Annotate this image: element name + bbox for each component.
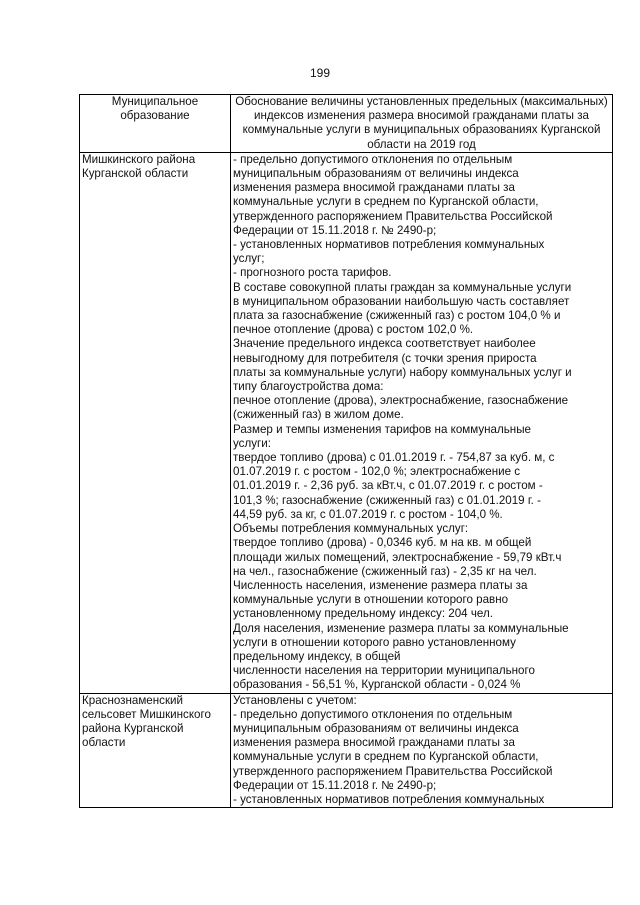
text-line: коммунальные услуги в отношении которого равно <box>233 593 509 607</box>
text-line: В составе совокупной платы граждан за коммунальные услуги <box>233 280 572 294</box>
text-line: коммунальные услуги в среднем по Курганской области, <box>233 195 539 209</box>
table-row <box>80 152 613 693</box>
text-line: - прогнозного роста тарифов. <box>233 266 392 280</box>
text-line: Численность населения, изменение размера платы за <box>233 578 528 592</box>
text-line: Размер и темпы изменения тарифов на коммунальные <box>233 422 531 436</box>
text-line: предельному индексу, в общей <box>233 649 401 663</box>
text-line: (сжиженный газ) в жилом доме. <box>233 408 404 422</box>
table-header-row <box>80 95 613 153</box>
text-line: изменения размера вносимой гражданами платы за <box>233 736 515 750</box>
text-line: Доля населения, изменение размера платы за коммунальные <box>233 621 569 635</box>
text-line: муниципальным образованиям от величины индекса <box>233 167 519 181</box>
text-line: на чел., газоснабжение (сжиженный газ) - 2,35 кг на чел. <box>233 564 537 578</box>
text-line: типу благоустройства дома: <box>233 380 384 394</box>
text-line: утвержденного распоряжением Правительства Российской <box>233 764 553 778</box>
text-line: твердое топливо (дрова) - 0,0346 куб. м на кв. м общей <box>233 536 532 550</box>
text-line: Установлены с учетом: <box>233 693 357 707</box>
row-municipality-cell: Краснознаменский сельсовет Мишкинского района Курганской области <box>80 693 231 808</box>
page-number: 199 <box>309 66 331 80</box>
text-line: услуг; <box>233 252 265 266</box>
text-line: 44,59 руб. за кг, с 01.07.2019 г. с ростом - 104,0 %. <box>233 507 503 521</box>
text-line: площади жилых помещений, электроснабжение - 59,79 кВт.ч <box>233 550 562 564</box>
text-line: 101,3 %; газоснабжение (сжиженный газ) с 01.01.2019 г. - <box>233 493 541 507</box>
text-line: Объемы потребления коммунальных услуг: <box>233 522 469 536</box>
text-line: печное отопление (дрова), электроснабжение, газоснабжение <box>233 394 569 408</box>
text-line: коммунальные услуги в среднем по Курганской области, <box>233 750 539 764</box>
row-municipality-cell: Мишкинского района Курганской области <box>80 152 231 693</box>
text-line: 01.01.2019 г. - 2,36 руб. за кВт.ч, с 01.07.2019 г. с ростом - <box>233 479 543 493</box>
header-municipality: Муниципальное образование <box>80 95 231 153</box>
text-line: Федерации от 15.11.2018 г. № 2490-р; <box>233 223 437 237</box>
text-line: муниципальным образованиям от величины индекса <box>233 721 519 735</box>
text-line: услуги в отношении которого равно установленному <box>233 635 516 649</box>
text-line: утвержденного распоряжением Правительства Российской <box>233 209 553 223</box>
text-line: - установленных нормативов потребления коммунальных <box>233 792 545 806</box>
header-justification: Обоснование величины установленных предельных (максимальных) индексов изменения размера вносимой гражданами платы за коммунальные услуги в муниципальных образованиях Курганской области на 2019 год <box>231 95 613 153</box>
text-line: - предельно допустимого отклонения по отдельным <box>233 707 513 721</box>
text-line: платы за коммунальные услуги) набору коммунальных услуг и <box>233 365 572 379</box>
text-line: численности населения на территории муниципального <box>233 664 535 678</box>
text-line: в муниципальном образовании наибольшую часть составляет <box>233 294 570 308</box>
text-line: услуги: <box>233 436 271 450</box>
text-line: твердое топливо (дрова) с 01.01.2019 г. - 754,87 за куб. м, с <box>233 451 555 465</box>
text-line: - предельно допустимого отклонения по отдельным <box>233 152 513 166</box>
text-line: образования - 56,51 %, Курганской области - 0,024 % <box>233 678 521 692</box>
row-justification-cell <box>231 693 613 808</box>
text-line: плата за газоснабжение (сжиженный газ) с ростом 104,0 % и <box>233 309 561 323</box>
text-line: Федерации от 15.11.2018 г. № 2490-р; <box>233 778 437 792</box>
text-line: - установленных нормативов потребления коммунальных <box>233 238 545 252</box>
text-line: установленному предельному индексу: 204 чел. <box>233 607 493 621</box>
text-line: изменения размера вносимой гражданами платы за <box>233 181 515 195</box>
text-line: невыгодному для потребителя (с точки зрения прироста <box>233 351 537 365</box>
justification-table <box>79 94 613 808</box>
text-line: 01.07.2019 г. с ростом - 102,0 %; электроснабжение с <box>233 465 521 479</box>
table-row <box>80 693 613 808</box>
text-line: Значение предельного индекса соответствует наиболее <box>233 337 536 351</box>
row-justification-cell <box>231 152 613 693</box>
text-line: печное отопление (дрова) с ростом 102,0 %. <box>233 323 474 337</box>
